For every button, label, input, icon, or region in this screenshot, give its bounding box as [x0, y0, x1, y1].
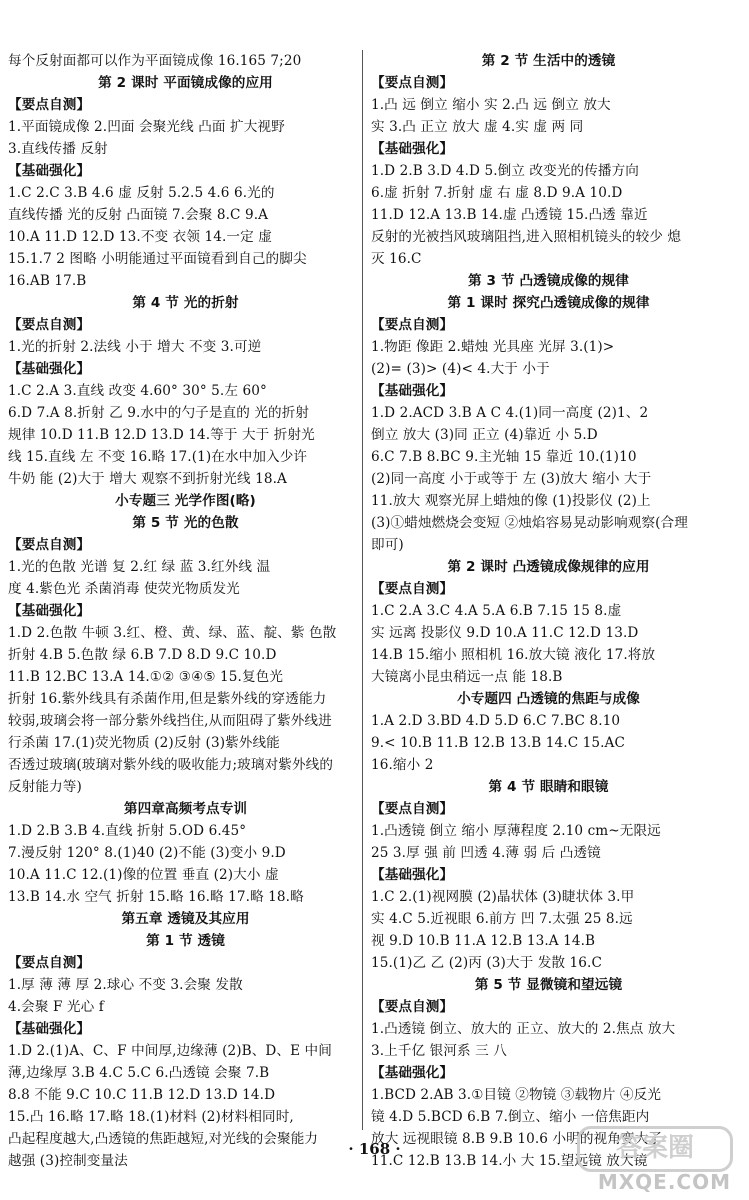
section-tag: 【要点自测】	[8, 317, 91, 333]
section-tag: 【基础强化】	[371, 383, 454, 399]
answer-line: 6.D 7.A 8.折射 乙 9.水中的勺子是直的 光的折射	[8, 405, 310, 421]
answer-line: 1.D 2.B 3.D 4.D 5.倒立 改变光的传播方向	[371, 163, 639, 179]
answer-line: 视 9.D 10.B 11.A 12.B 13.A 14.B	[371, 933, 596, 949]
section-heading: 第五章 透镜及其应用	[121, 911, 250, 927]
answer-line: 实 远离 投影仪 9.D 10.A 11.C 12.D 13.D	[371, 625, 639, 641]
answer-line: 大镜离小昆虫稍远一点 能 18.B	[371, 669, 563, 685]
right-column	[371, 50, 726, 1172]
answer-line: 1.物距 像距 2.蜡烛 光具座 光屏 3.(1)>	[371, 339, 615, 355]
section-tag: 【要点自测】	[371, 581, 454, 597]
answer-line: 1.光的色散 光谱 复 2.红 绿 蓝 3.红外线 温	[8, 559, 271, 575]
answer-line: 线 15.直线 左 不变 16.略 17.(1)在水中加入少许	[8, 449, 308, 465]
answer-line: 否透过玻璃(玻璃对紫外线的吸收能力;玻璃对紫外线的	[8, 757, 334, 773]
answer-line: 折射 4.B 5.色散 绿 6.B 7.D 8.D 9.C 10.D	[8, 647, 277, 663]
section-heading: 第 4 节 光的折射	[132, 295, 239, 311]
answer-line: 1.平面镜成像 2.凹面 会聚光线 凸面 扩大视野	[8, 119, 285, 135]
section-tag: 【要点自测】	[8, 955, 91, 971]
section-tag: 【基础强化】	[371, 1065, 454, 1081]
answer-line: 直线传播 光的反射 凸面镜 7.会聚 8.C 9.A	[8, 207, 269, 223]
answer-line: (2)同一高度 小于或等于 左 (3)放大 缩小 大于	[371, 471, 652, 487]
section-tag: 【基础强化】	[8, 603, 91, 619]
answer-line: 4.会聚 F 光心 f	[8, 999, 104, 1015]
answer-line: 1.凸 远 倒立 缩小 实 2.凸 远 倒立 放大	[371, 97, 611, 113]
answer-line: 16.缩小 2	[371, 757, 434, 773]
answer-line: 度 4.紫色光 杀菌消毒 使荧光物质发光	[8, 581, 240, 597]
answer-line: 8.8 不能 9.C 10.C 11.B 12.D 13.D 14.D	[8, 1087, 276, 1103]
answer-line: 25 3.厚 强 前 凹透 4.薄 弱 后 凸透镜	[371, 845, 601, 861]
answer-line: 15.1.7 2 图略 小明能通过平面镜看到自己的脚尖	[8, 251, 307, 267]
section-heading: 第 5 节 光的色散	[132, 515, 239, 531]
answer-line: 9.< 10.B 11.B 12.B 13.B 14.C 15.AC	[371, 735, 625, 751]
section-heading: 小专题四 凸透镜的焦距与成像	[457, 691, 640, 707]
section-tag: 【基础强化】	[8, 361, 91, 377]
section-heading: 第 2 节 生活中的透镜	[481, 53, 616, 69]
section-heading: 第 1 课时 探究凸透镜成像的规律	[447, 295, 650, 311]
answer-line: 实 3.凸 正立 放大 虚 4.实 虚 两 同	[371, 119, 584, 135]
answer-line: 行杀菌 17.(1)荧光物质 (2)反射 (3)紫外线能	[8, 735, 280, 751]
section-heading: 第 2 课时 凸透镜成像规律的应用	[447, 559, 650, 575]
section-heading: 第 2 课时 平面镜成像的应用	[98, 75, 273, 91]
answer-line: 1.BCD 2.AB 3.①目镜 ②物镜 ③载物片 ④反光	[371, 1087, 662, 1103]
answer-line: 灭 16.C	[371, 251, 422, 267]
section-tag: 【基础强化】	[371, 141, 454, 157]
answer-line: 薄,边缘厚 3.B 4.C 5.C 6.凸透镜 会聚 7.B	[8, 1065, 270, 1081]
watermark-top-text: 答案圈	[577, 1126, 733, 1172]
section-heading: 第 4 节 眼睛和眼镜	[488, 779, 609, 795]
answer-line: 每个反射面都可以作为平面镜成像 16.165 7;20	[8, 53, 302, 69]
watermark-bottom-text: MXQE.COM	[597, 1170, 731, 1194]
answer-line: 折射 16.紫外线具有杀菌作用,但是紫外线的穿透能力	[8, 691, 327, 707]
answer-line: 15.(1)乙 乙 (2)丙 (3)大于 发散 16.C	[371, 955, 602, 971]
answer-line: 1.凸透镜 倒立、放大的 正立、放大的 2.焦点 放大	[371, 1021, 676, 1037]
answer-line: 1.D 2.B 3.B 4.直线 折射 5.OD 6.45°	[8, 823, 247, 839]
answer-line: 7.漫反射 120° 8.(1)40 (2)不能 (3)变小 9.D	[8, 845, 286, 861]
answer-line: 11.D 12.A 13.B 14.虚 凸透镜 15.凸透 靠近	[371, 207, 648, 223]
answer-line: 1.C 2.A 3.直线 改变 4.60° 30° 5.左 60°	[8, 383, 267, 399]
section-tag: 【要点自测】	[371, 999, 454, 1015]
answer-line: 牛奶 能 (2)大于 增大 观察不到折射光线 18.A	[8, 471, 287, 487]
answer-line: 11.C 12.B 13.B 14.小 大 15.望远镜 放大镜	[371, 1153, 648, 1169]
answer-line: 镜 4.D 5.BCD 6.B 7.倒立、缩小 一倍焦距内	[371, 1109, 650, 1125]
answer-line: 1.C 2.A 3.C 4.A 5.A 6.B 7.15 15 8.虚	[371, 603, 622, 619]
section-tag: 【基础强化】	[8, 163, 91, 179]
answer-line: 1.光的折射 2.法线 小于 增大 不变 3.可逆	[8, 339, 262, 355]
answer-line: 实 4.C 5.近视眼 6.前方 凹 7.太强 25 8.远	[371, 911, 633, 927]
section-heading: 小专题三 光学作图(略)	[115, 493, 256, 509]
answer-line: 11.B 12.BC 13.A 14.①② ③④⑤ 15.复色光	[8, 669, 284, 685]
answer-line: 倒立 放大 (3)同 正立 (4)靠近 小 5.D	[371, 427, 598, 443]
answer-line: 10.A 11.C 12.(1)像的位置 垂直 (2)大小 虚	[8, 867, 279, 883]
answer-line: 1.A 2.D 3.BD 4.D 5.D 6.C 7.BC 8.10	[371, 713, 621, 729]
answer-line: 较弱,玻璃会将一部分紫外线挡住,从而阻碍了紫外线进	[8, 713, 332, 729]
answer-line: 16.AB 17.B	[8, 273, 87, 289]
answer-line: (3)①蜡烛燃烧会变短 ②烛焰容易晃动影响观察(合理	[371, 515, 688, 531]
answer-line: 1.C 2.C 3.B 4.6 虚 反射 5.2.5 4.6 6.光的	[8, 185, 275, 201]
answer-line: 10.A 11.D 12.D 13.不变 衣领 14.一定 虚	[8, 229, 272, 245]
section-tag: 【要点自测】	[371, 801, 454, 817]
section-tag: 【要点自测】	[8, 537, 91, 553]
answer-line: 凸起程度越大,凸透镜的焦距越短,对光线的会聚能力	[8, 1131, 319, 1147]
section-tag: 【基础强化】	[8, 1021, 91, 1037]
answer-line: 放大 远视眼镜 8.B 9.B 10.6 小明的视角变大了	[371, 1131, 663, 1147]
section-tag: 【要点自测】	[371, 317, 454, 333]
answer-line: 6.C 7.B 8.BC 9.主光轴 15 靠近 10.(1)10	[371, 449, 637, 465]
section-heading: 第 3 节 凸透镜成像的规律	[468, 273, 629, 289]
answer-line: 6.虚 折射 7.折射 虚 右 虚 8.D 9.A 10.D	[371, 185, 623, 201]
answer-line: 规律 10.D 11.B 12.D 13.D 14.等于 大于 折射光	[8, 427, 315, 443]
answer-line: 14.B 15.缩小 照相机 16.放大镜 液化 17.将放	[371, 647, 656, 663]
answer-line: 即可)	[371, 537, 404, 553]
section-tag: 【要点自测】	[8, 97, 91, 113]
answer-line: 1.D 2.ACD 3.B A C 4.(1)同一高度 (2)1、2	[371, 405, 649, 421]
answer-line: (2)= (3)> (4)< 4.大于 小于	[371, 361, 550, 377]
watermark-logo	[569, 1124, 739, 1194]
left-column	[8, 50, 363, 1172]
section-tag: 【要点自测】	[371, 75, 454, 91]
section-heading: 第四章高频考点专训	[123, 801, 248, 817]
answer-line: 1.厚 薄 薄 厚 2.球心 不变 3.会聚 发散	[8, 977, 243, 993]
answer-line: 越强 (3)控制变量法	[8, 1153, 128, 1169]
answer-line: 反射的光被挡风玻璃阻挡,进入照相机镜头的较少 熄	[371, 229, 682, 245]
page-number: · 168 ·	[348, 1140, 401, 1158]
answer-line: 13.B 14.水 空气 折射 15.略 16.略 17.略 18.略	[8, 889, 304, 905]
section-heading: 第 1 节 透镜	[146, 933, 225, 949]
answer-line: 反射能力等)	[8, 779, 82, 795]
section-heading: 第 5 节 显微镜和望远镜	[474, 977, 623, 993]
answer-line: 15.凸 16.略 17.略 18.(1)材料 (2)材料相同时,	[8, 1109, 294, 1125]
section-tag: 【基础强化】	[371, 867, 454, 883]
answer-line: 1.D 2.色散 牛顿 3.红、橙、黄、绿、蓝、靛、紫 色散	[8, 625, 337, 641]
answer-line: 3.直线传播 反射	[8, 141, 108, 157]
answer-line: 1.D 2.(1)A、C、F 中间厚,边缘薄 (2)B、D、E 中间	[8, 1043, 332, 1059]
answer-line: 1.凸透镜 倒立 缩小 厚薄程度 2.10 cm~无限远	[371, 823, 661, 839]
answer-line: 1.C 2.(1)视网膜 (2)晶状体 (3)睫状体 3.甲	[371, 889, 635, 905]
column-divider	[362, 50, 363, 1130]
answer-line: 3.上千亿 银河系 三 八	[371, 1043, 507, 1059]
answer-line: 11.放大 观察光屏上蜡烛的像 (1)投影仪 (2)上	[371, 493, 651, 509]
